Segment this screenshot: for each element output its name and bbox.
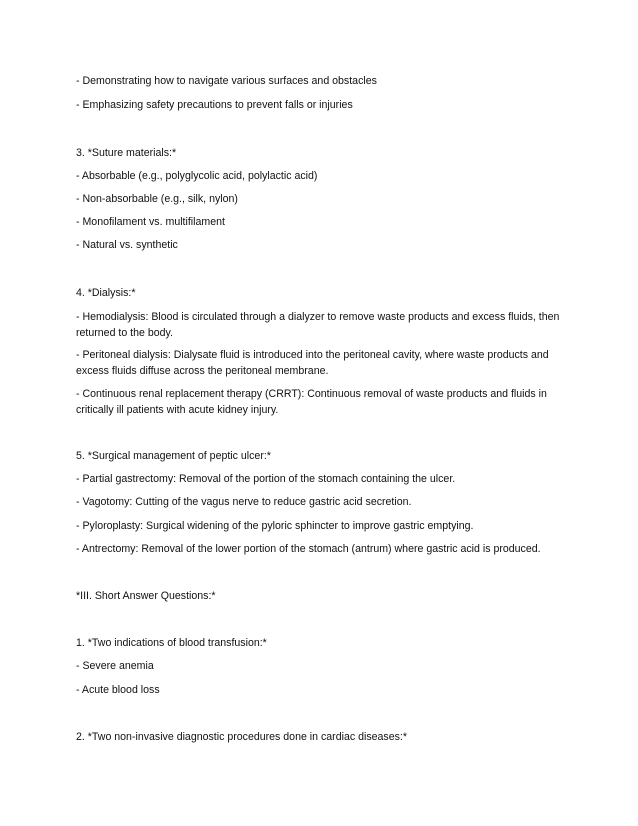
bullet-partial-gastrectomy: - Partial gastrectomy: Removal of the portion of the stomach containing the ulcer. xyxy=(76,473,456,485)
bullet-natural-synthetic: - Natural vs. synthetic xyxy=(76,239,178,251)
bullet-safety-precautions: - Emphasizing safety precautions to prevent falls or injuries xyxy=(76,99,353,111)
bullet-absorbable: - Absorbable (e.g., polyglycolic acid, polylactic acid) xyxy=(76,170,318,182)
heading-suture-materials: 3. *Suture materials:* xyxy=(76,147,177,159)
heading-peptic-ulcer: 5. *Surgical management of peptic ulcer:* xyxy=(76,450,271,462)
bullet-navigate-surfaces: - Demonstrating how to navigate various surfaces and obstacles xyxy=(76,75,377,87)
heading-short-answer-questions: *III. Short Answer Questions:* xyxy=(76,590,216,602)
bullet-non-absorbable: - Non-absorbable (e.g., silk, nylon) xyxy=(76,193,238,205)
bullet-crrt: - Continuous renal replacement therapy (CRRT): Continuous removal of waste products and fluids in critically ill patients with acute kidney injury. xyxy=(76,388,547,416)
bullet-hemodialysis: - Hemodialysis: Blood is circulated through a dialyzer to remove waste products and excess fluids, then returned to the body. xyxy=(76,311,560,339)
question-blood-transfusion: 1. *Two indications of blood transfusion:* xyxy=(76,637,267,649)
bullet-vagotomy: - Vagotomy: Cutting of the vagus nerve to reduce gastric acid secretion. xyxy=(76,496,412,508)
bullet-pyloroplasty: - Pyloroplasty: Surgical widening of the pyloric sphincter to improve gastric emptying. xyxy=(76,520,474,532)
question-cardiac-diagnostics: 2. *Two non-invasive diagnostic procedures done in cardiac diseases:* xyxy=(76,731,407,743)
bullet-peritoneal-dialysis: - Peritoneal dialysis: Dialysate fluid is introduced into the peritoneal cavity, where waste products and excess fluids diffuse across the peritoneal membrane. xyxy=(76,349,549,377)
bullet-monofilament: - Monofilament vs. multifilament xyxy=(76,216,225,228)
heading-dialysis: 4. *Dialysis:* xyxy=(76,287,136,299)
bullet-antrectomy: - Antrectomy: Removal of the lower portion of the stomach (antrum) where gastric acid is produced. xyxy=(76,543,541,555)
bullet-acute-blood-loss: - Acute blood loss xyxy=(76,684,160,696)
bullet-severe-anemia: - Severe anemia xyxy=(76,660,154,672)
